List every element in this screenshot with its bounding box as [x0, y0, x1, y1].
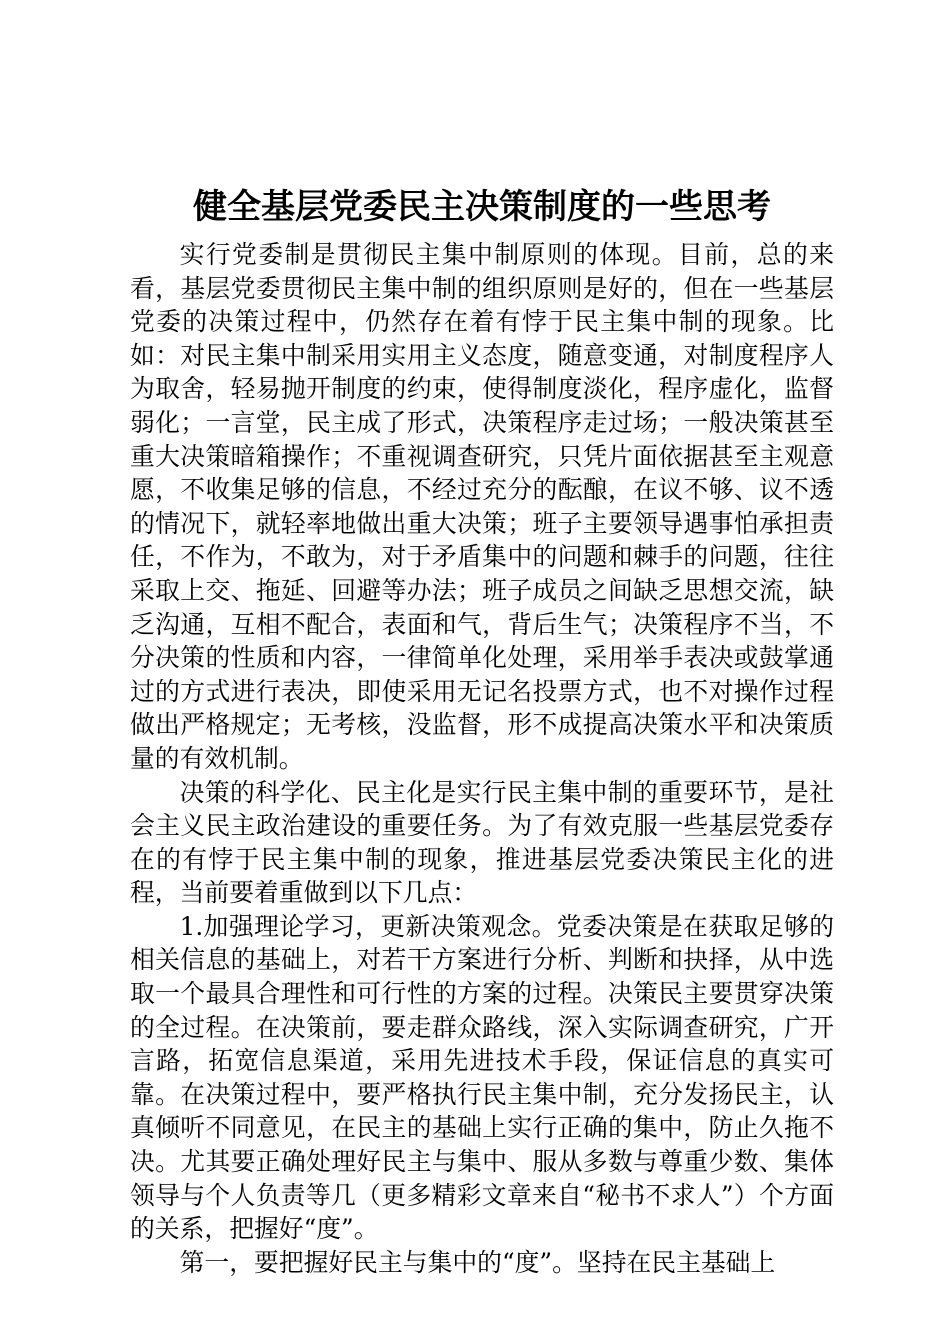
paragraph-intro: 实行党委制是贯彻民主集中制原则的体现。目前，总的来看，基层党委贯彻民主集中制的组织原则是好的，但在一些基层党委的决策过程中，仍然存在着有悖于民主集中制的现象。比如：对民主集中制采用实用主义态度，随意变通，对制度程序人为取舍，轻易抛开制度的约束，使得制度淡化，程序虚化，监督弱化；一言堂，民主成了形式，决策程序走过场；一般决策甚至重大决策暗箱操作；不重视调查研究，只凭片面依据甚至主观意愿，不收集足够的信息，不经过充分的酝酿，在议不够、议不透的情况下，就轻率地做出重大决策；班子主要领导遇事怕承担责任，不作为，不敢为，对于矛盾集中的问题和棘手的问题，往往采取上交、拖延、回避等办法；班子成员之间缺乏思想交流，缺乏沟通，互相不配合，表面和气，背后生气；决策程序不当，不分决策的性质和内容，一律简单化处理，采用举手表决或鼓掌通过的方式进行表决，即使采用无记名投票方式，也不对操作过程做出严格规定；无考核，没监督，形不成提高决策水平和决策质量的有效机制。: [130, 240, 834, 773]
document-title: 健全基层党委民主决策制度的一些思考: [193, 187, 771, 227]
paragraph-first: 第一，要把握好民主与集中的“度”。坚持在民主基础上: [179, 1247, 776, 1277]
paragraph-point-1: 1.加强理论学习，更新决策观念。党委决策是在获取足够的相关信息的基础上，对若干方案进行分析、判断和抉择，从中选取一个最具合理性和可行性的方案的过程。决策民主要贯穿决策的全过程。在决策前，要走群众路线，深入实际调查研究，广开言路，拓宽信息渠道，采用先进技术手段，保证信息的真实可靠。在决策过程中，要严格执行民主集中制，充分发扬民主，认真倾听不同意见，在民主的基础上实行正确的集中，防止久拖不决。尤其要正确处理好民主与集中、服从多数与尊重少数、集体领导与个人负责等几（更多精彩文章来自“秘书不求人”）个方面的关系，把握好“度”。: [130, 911, 834, 1244]
paragraph-importance: 决策的科学化、民主化是实行民主集中制的重要环节，是社会主义民主政治建设的重要任务。为了有效克服一些基层党委存在的有悖于民主集中制的现象，推进基层党委决策民主化的进程，当前要着重做到以下几点：: [130, 777, 834, 908]
document-page: [130, 178, 834, 1279]
